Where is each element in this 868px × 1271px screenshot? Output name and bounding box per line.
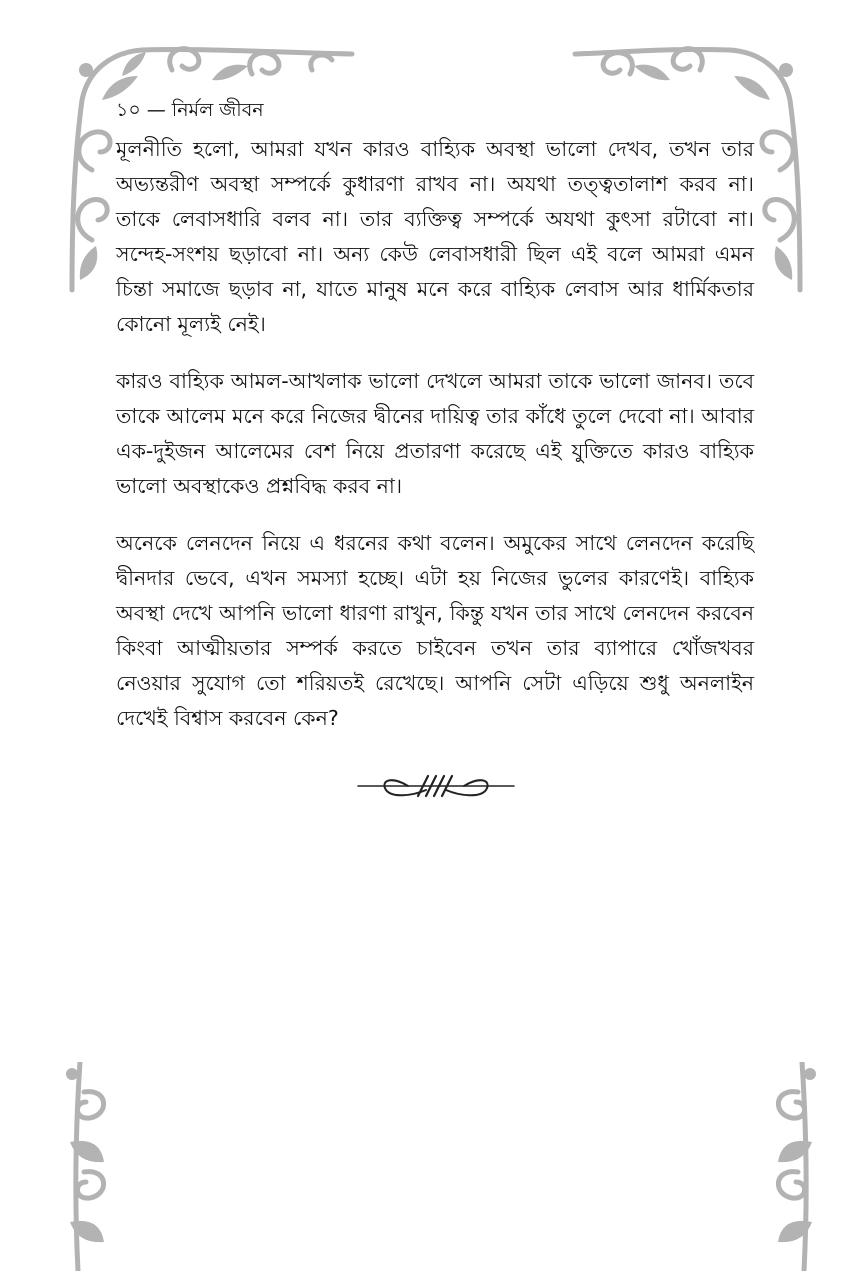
body-text [116, 132, 754, 758]
flourish-divider-icon [356, 768, 516, 804]
corner-ornament-bottom-left-icon [60, 1062, 120, 1271]
paragraph-2: কারও বাহ্যিক আমল-আখলাক ভালো দেখলে আমরা তাকে ভালো জানব। তবে তাকে আলেম মনে করে নিজের দ্বীনের দায়িত্ব তার কাঁধে তুলে দেবো না। আবার এক-দুইজন আলেমের বেশ নিয়ে প্রতারণা করেছে এই যুক্তিতে কারও বাহ্যিক ভালো অবস্থাকেও প্রশ্নবিদ্ধ করব না। [116, 369, 754, 498]
paragraph-3: অনেকে লেনদেন নিয়ে এ ধরনের কথা বলেন। অমুকের সাথে লেনদেন করেছি দ্বীনদার ভেবে, এখন সমস্যা হচ্ছে। এটা হয় নিজের ভুলের কারণেই। বাহ্যিক অবস্থা দেখে আপনি ভালো ধারণা রাখুন, কিন্তু যখন তার সাথে লেনদেন করবেন কিংবা আত্মীয়তার সম্পর্ক করতে চাইবেন তখন তার ব্যাপারে খোঁজখবর নেওয়ার সুযোগ তো শরিয়তই রেখেছে। আপনি সেটা এড়িয়ে শুধু অনলাইন দেখেই বিশ্বাস করবেন কেন? [116, 531, 754, 730]
corner-ornament-bottom-right-icon [762, 1062, 822, 1271]
running-head: ১০ — নির্মল জীবন [116, 99, 264, 121]
paragraph-1: মূলনীতি হলো, আমরা যখন কারও বাহ্যিক অবস্থা ভালো দেখব, তখন তার অভ্যন্তরীণ অবস্থা সম্পর্কে কুধারণা রাখব না। অযথা তত্ত্বতালাশ করব না। তাকে লেবাসধারি বলব না। তার ব্যক্তিত্ব সম্পর্কে অযথা কুৎসা রটাবো না। সন্দেহ-সংশয় ছড়াবো না। অন্য কেউ লেবাসধারী ছিল এই বলে আমরা এমন চিন্তা সমাজে ছড়াব না, যাতে মানুষ মনে করে বাহ্যিক লেবাস আর ধার্মিকতার কোনো মূল্যই নেই। [116, 137, 754, 336]
